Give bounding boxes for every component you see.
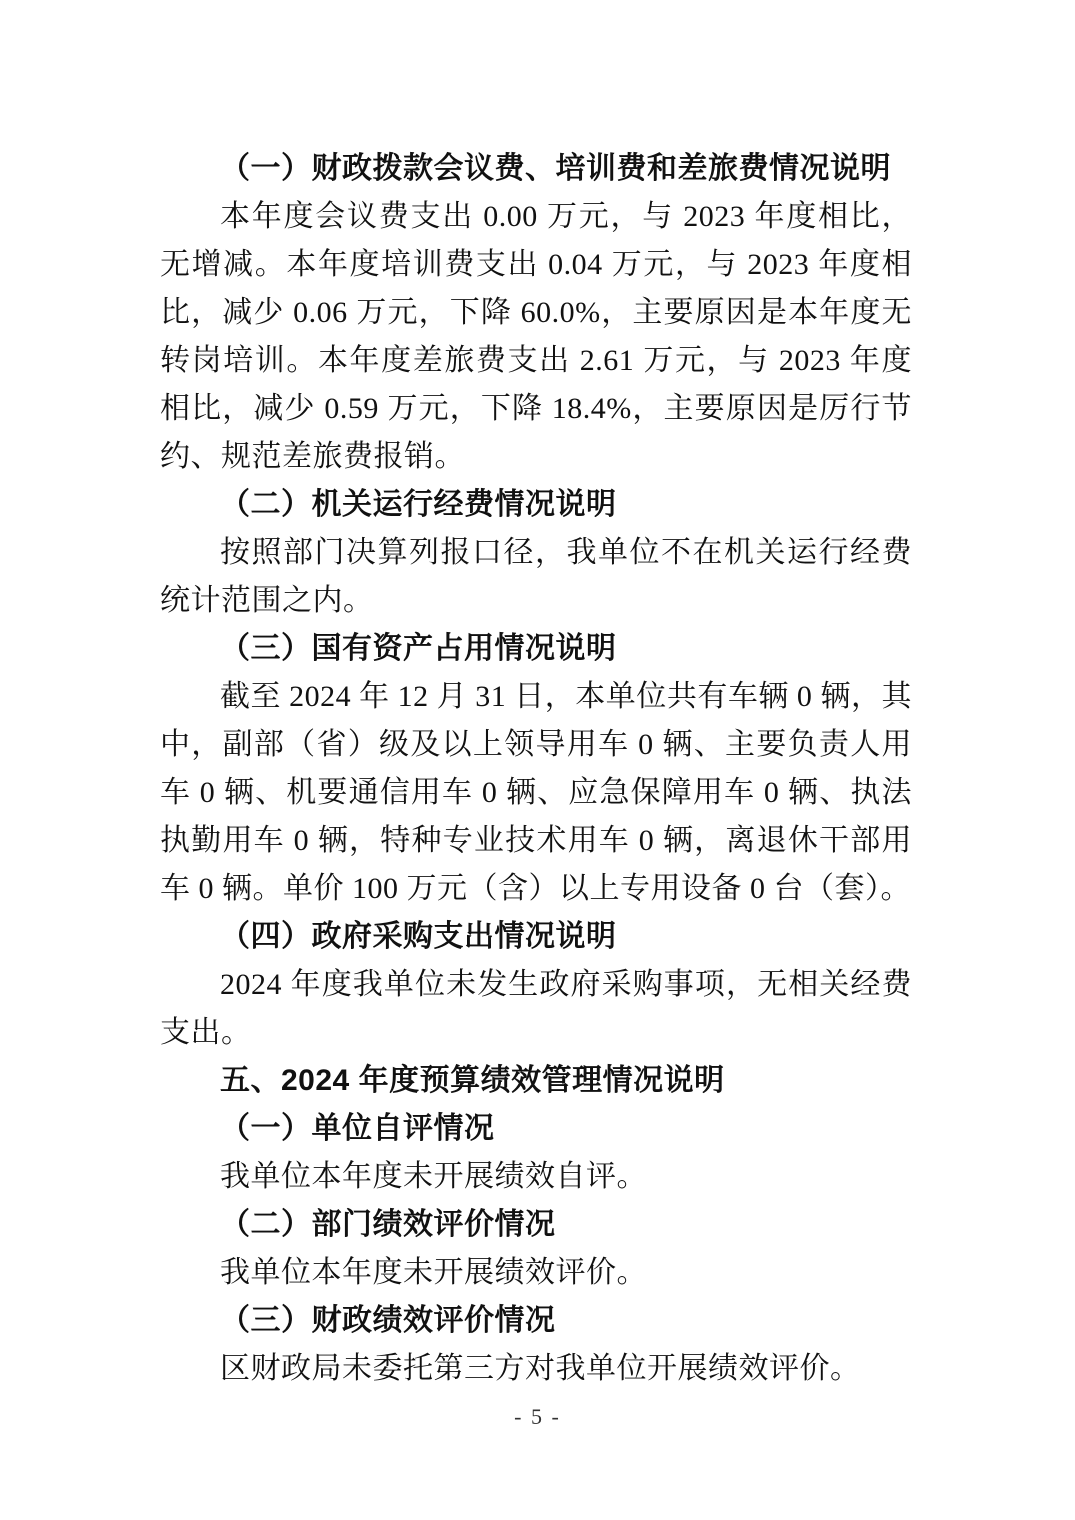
paragraph-meeting-training-travel-detail: 本年度会议费支出 0.00 万元，与 2023 年度相比，无增减。本年度培训费支出 0.04 万元，与 2023 年度相比，减少 0.06 万元，下降 60.0%，主要原因是本年度无转岗培训。本年度差旅费支出 2.61 万元，与 2023 年度相比，减少 0.59 万元，下降 18.4%，主要原因是厉行节约、规范差旅费报销。: [160, 200, 912, 473]
section-heading-department-performance-evaluation: （二）部门绩效评价情况: [220, 1208, 556, 1241]
paragraph-agency-operating-expense-detail: 按照部门决算列报口径，我单位不在机关运行经费统计范围之内。: [160, 536, 912, 617]
paragraph-government-procurement-detail: 2024 年度我单位未发生政府采购事项，无相关经费支出。: [160, 968, 912, 1049]
page-number: - 5 -: [514, 1404, 561, 1429]
section-heading-state-owned-assets: （三）国有资产占用情况说明: [220, 632, 617, 665]
document-body: [160, 145, 912, 1393]
paragraph-fiscal-performance-evaluation-detail: 区财政局未委托第三方对我单位开展绩效评价。: [220, 1352, 861, 1385]
paragraph-department-performance-evaluation-detail: 我单位本年度未开展绩效评价。: [220, 1256, 647, 1289]
section-heading-appropriation-meeting-training-travel: （一）财政拨款会议费、培训费和差旅费情况说明: [220, 152, 891, 185]
paragraph-self-evaluation-detail: 我单位本年度未开展绩效自评。: [220, 1160, 647, 1193]
chapter-heading-budget-performance-management: 五、2024 年度预算绩效管理情况说明: [220, 1064, 725, 1097]
paragraph-state-owned-assets-detail: 截至 2024 年 12 月 31 日，本单位共有车辆 0 辆，其中，副部（省）级及以上领导用车 0 辆、主要负责人用车 0 辆、机要通信用车 0 辆、应急保障用车 0 辆、执法执勤用车 0 辆，特种专业技术用车 0 辆，离退休干部用车 0 辆。单价 100 万元（含）以上专用设备 0 台（套）。: [160, 680, 912, 905]
section-heading-fiscal-performance-evaluation: （三）财政绩效评价情况: [220, 1304, 556, 1337]
section-heading-government-procurement: （四）政府采购支出情况说明: [220, 920, 617, 953]
section-heading-agency-operating-expense: （二）机关运行经费情况说明: [220, 488, 617, 521]
section-heading-self-evaluation: （一）单位自评情况: [220, 1112, 495, 1145]
